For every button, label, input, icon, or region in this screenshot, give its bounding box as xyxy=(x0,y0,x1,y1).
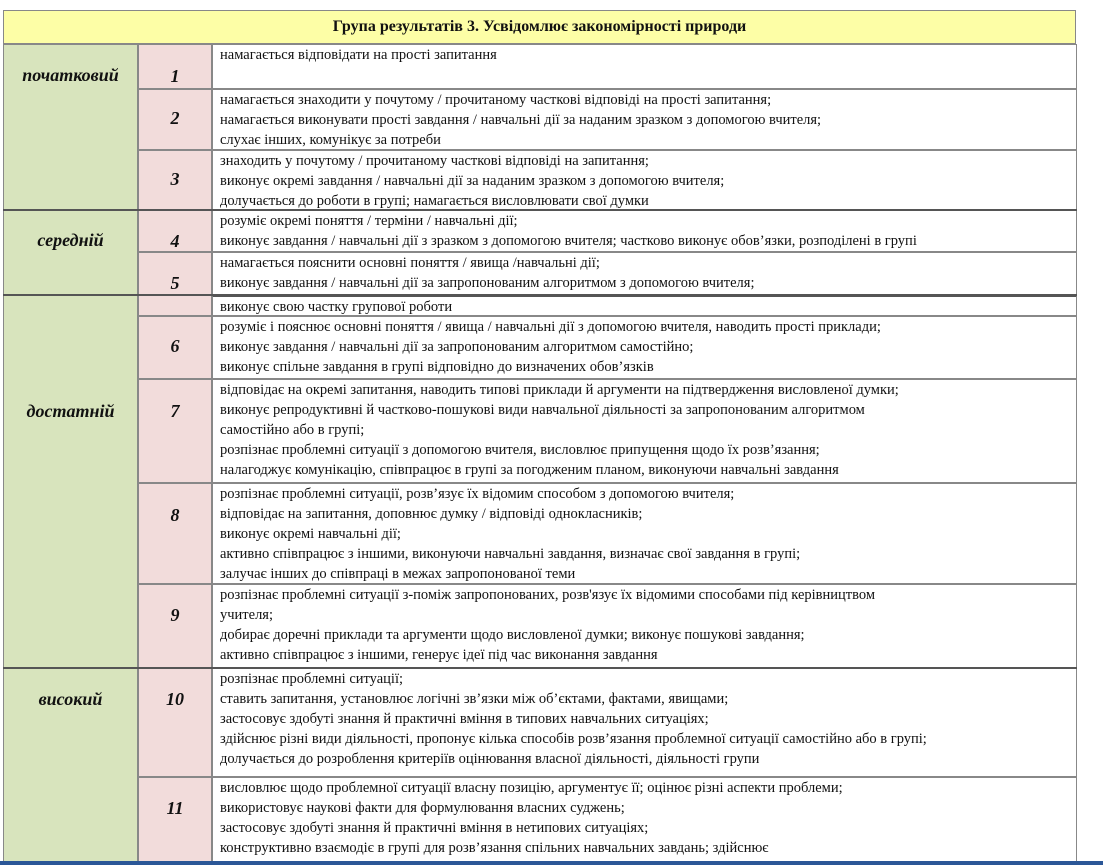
level-label-initial: початковий xyxy=(22,65,119,85)
description-line: відповідає на запитання, доповнює думку / відповіді однокласників; xyxy=(220,506,643,522)
level-label-medium: середній xyxy=(37,230,104,250)
score-cell-1 xyxy=(138,44,212,89)
description-cell-5-continued xyxy=(212,295,1077,316)
description-cell-11 xyxy=(212,777,1077,865)
score-value: 1 xyxy=(170,66,180,86)
description-line: активно співпрацює з іншими, виконуючи навчальні завдання, визначає свої завдання в групі; xyxy=(220,546,801,562)
description-line: добирає доречні приклади та аргументи щодо висловленої думки; виконує пошукові завдання; xyxy=(220,627,805,643)
score-cell-empty xyxy=(138,295,212,316)
description-line: слухає інших, комунікує за потреби xyxy=(220,132,441,148)
score-value: 3 xyxy=(170,169,180,189)
description-line: виконує завдання / навчальні дії за запропонованим алгоритмом з допомогою вчителя; xyxy=(220,275,755,291)
description-line: розуміє і пояснює основні поняття / явища / навчальні дії з допомогою вчителя, наводить прості приклади; xyxy=(220,319,881,335)
score-value: 8 xyxy=(170,505,180,525)
description-line: застосовує здобуті знання й практичні вміння в типових навчальних ситуаціях; xyxy=(220,711,709,727)
score-value: 5 xyxy=(170,273,180,293)
description-line: учителя; xyxy=(220,607,274,623)
score-cell-6 xyxy=(138,316,212,379)
description-line: намагається виконувати прості завдання / навчальні дії за наданим зразком з допомогою вчителя; xyxy=(220,112,822,128)
score-cell-11 xyxy=(138,777,212,865)
level-cell-high xyxy=(3,668,138,865)
score-value: 10 xyxy=(166,689,184,709)
description-line: розуміє окремі поняття / терміни / навчальні дії; xyxy=(220,213,518,229)
description-line: виконує свою частку групової роботи xyxy=(220,299,453,315)
score-value: 9 xyxy=(170,605,180,625)
description-line: долучається до роботи в групі; намагається висловлювати свої думки xyxy=(220,193,649,209)
description-line: розпізнає проблемні ситуації, розв’язує їх відомим способом з допомогою вчителя; xyxy=(220,486,735,502)
score-cell-10 xyxy=(138,668,212,777)
score-value: 6 xyxy=(170,336,180,356)
level-label-sufficient: достатній xyxy=(26,401,115,421)
level-divider xyxy=(3,667,1077,669)
description-line: намагається пояснити основні поняття / явища /навчальні дії; xyxy=(220,255,600,271)
level-cell-initial xyxy=(3,44,138,210)
description-line: ставить запитання, установлює логічні зв’язки між об’єктами, фактами, явищами; xyxy=(220,691,729,707)
description-line: залучає інших до співпраці в межах запропонованої теми xyxy=(220,566,576,582)
level-cell-sufficient xyxy=(3,295,138,668)
page-margin xyxy=(1077,0,1103,865)
description-cell-9 xyxy=(212,584,1077,668)
description-line: висловлює щодо проблемної ситуації власну позицію, аргументує її; оцінює різні аспекти проблеми; xyxy=(220,780,843,796)
score-cell-9 xyxy=(138,584,212,668)
description-cell-2 xyxy=(212,89,1077,150)
description-line: налагоджує комунікацію, співпрацює в групі за погодженим планом, виконуючи навчальні завдання xyxy=(220,462,839,478)
description-line: виконує завдання / навчальні дії з зразком з допомогою вчителя; частково виконує обов’язки, розподілені в групі xyxy=(220,233,917,249)
description-line: виконує репродуктивні й частково-пошукові види навчальної діяльності за запропонованим алгоритмом xyxy=(220,402,865,418)
description-cell-5 xyxy=(212,252,1077,295)
description-cell-1 xyxy=(212,44,1077,89)
score-value: 4 xyxy=(170,231,180,251)
description-line: знаходить у почутому / прочитаному часткові відповіді на запитання; xyxy=(220,153,649,169)
description-line: намагається відповідати на прості запитання xyxy=(220,47,497,63)
table-title: Група результатів 3. Усвідомлює закономірності природи xyxy=(3,10,1076,44)
level-label-high: високий xyxy=(38,689,103,709)
level-cell-medium xyxy=(3,210,138,295)
description-line: розпізнає проблемні ситуації з допомогою вчителя, висловлює припущення щодо їх розв’язання; xyxy=(220,442,820,458)
description-line: виконує завдання / навчальні дії за запропонованим алгоритмом самостійно; xyxy=(220,339,694,355)
description-line: виконує окремі навчальні дії; xyxy=(220,526,401,542)
window-bottom-edge xyxy=(0,861,1103,865)
description-cell-7 xyxy=(212,379,1077,483)
description-line: намагається знаходити у почутому / прочитаному часткові відповіді на прості запитання; xyxy=(220,92,772,108)
description-line: конструктивно взаємодіє в групі для розв’язання спільних навчальних завдань; здійснює xyxy=(220,840,769,856)
description-line: застосовує здобуті знання й практичні вміння в нетипових ситуаціях; xyxy=(220,820,649,836)
description-line: виконує спільне завдання в групі відповідно до визначених обов’язків xyxy=(220,359,654,375)
description-line: долучається до розроблення критеріїв оцінювання власної діяльності, діяльності групи xyxy=(220,751,760,767)
description-line: відповідає на окремі запитання, наводить типові приклади й аргументи на підтвердження висловленої думки; xyxy=(220,382,899,398)
description-cell-3 xyxy=(212,150,1077,210)
level-divider xyxy=(3,294,1077,296)
score-cell-8 xyxy=(138,483,212,584)
level-divider xyxy=(3,209,1077,211)
description-line: активно співпрацює з іншими, генерує ідеї під час виконання завдання xyxy=(220,647,658,663)
description-cell-8 xyxy=(212,483,1077,584)
description-line: здійснює різні види діяльності, пропонує кілька способів розв’язання проблемної ситуації самостійно або в групі; xyxy=(220,731,927,747)
score-cell-4 xyxy=(138,210,212,252)
description-line: розпізнає проблемні ситуації; xyxy=(220,671,404,687)
description-line: самостійно або в групі; xyxy=(220,422,365,438)
score-value: 11 xyxy=(166,798,184,818)
description-line: виконує окремі завдання / навчальні дії за наданим зразком з допомогою вчителя; xyxy=(220,173,725,189)
score-value: 7 xyxy=(170,401,180,421)
score-cell-2 xyxy=(138,89,212,150)
score-value: 2 xyxy=(170,108,180,128)
description-cell-10 xyxy=(212,668,1077,777)
description-line: використовує наукові факти для формулювання власних суджень; xyxy=(220,800,625,816)
description-cell-4 xyxy=(212,210,1077,252)
description-cell-6 xyxy=(212,316,1077,379)
score-cell-7 xyxy=(138,379,212,483)
score-cell-3 xyxy=(138,150,212,210)
score-cell-5 xyxy=(138,252,212,295)
description-line: розпізнає проблемні ситуації з-поміж запропонованих, розв'язує їх відомими способами під керівництвом xyxy=(220,587,876,603)
